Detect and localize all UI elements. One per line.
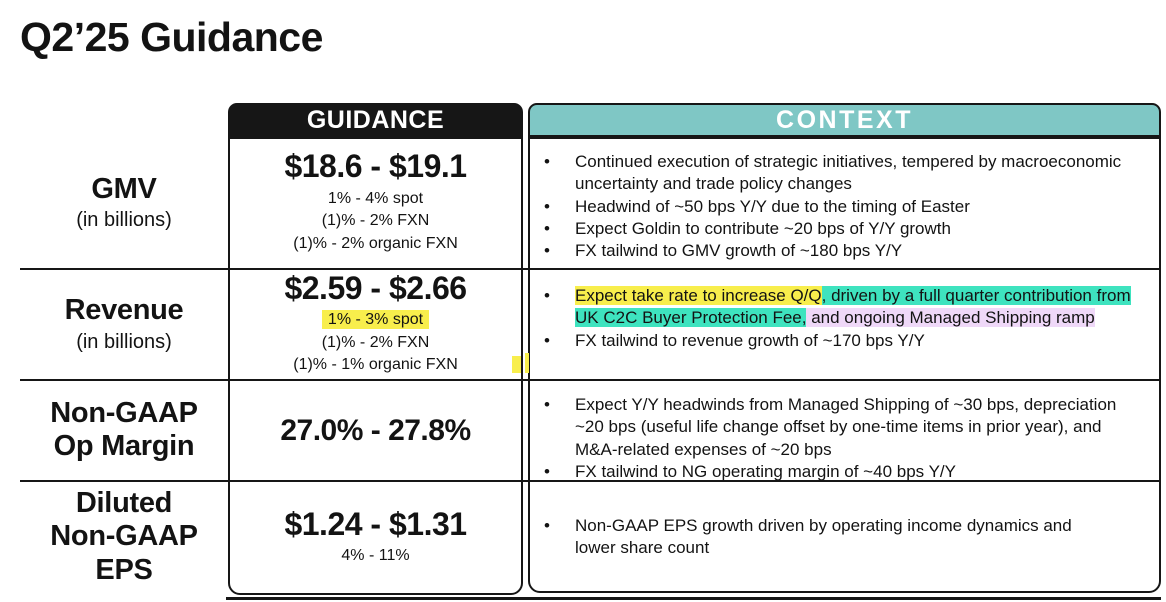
bullet-item: • Expect Goldin to contribute ~20 bps of Y/Y growth [530,218,1147,240]
bullet-item: • FX tailwind to NG operating margin of ~40 bps Y/Y [530,461,1147,483]
page-title: Q2’25 Guidance [20,14,323,60]
context-bullet-list [530,394,1147,483]
row-label-op-margin [20,382,228,478]
context-cell-op-margin [530,382,1159,481]
guidance-growth-fxn: (1)% - 2% FXN [321,333,430,351]
guidance-cell-gmv [230,139,521,266]
highlight-artifact [525,353,529,373]
row-label-unit: (in billions) [76,209,172,232]
context-cell-revenue [530,271,1159,377]
bullet-item: • Headwind of ~50 bps Y/Y due to the timing of Easter [530,196,1147,218]
guidance-range: $18.6 - $19.1 [284,148,467,185]
table-bottom-border [226,597,1161,600]
row-label-text: EPS [95,553,153,586]
guidance-cell-op-margin [230,382,521,478]
guidance-column-header: GUIDANCE [228,103,523,137]
context-bullet-list [530,285,1147,352]
guidance-range: 27.0% - 27.8% [280,413,471,447]
yellow-highlight-segment: Expect take rate to increase Q/Q [575,286,822,305]
guidance-range: $1.24 - $1.31 [284,505,467,542]
bullet-item: • FX tailwind to revenue growth of ~170 bps Y/Y [530,330,1147,352]
row-label-text: Op Margin [53,430,195,462]
context-cell-gmv [530,139,1159,266]
bullet-item: • Non-GAAP EPS growth driven by operating income dynamics and lower share count [530,515,1100,560]
guidance-growth-organic-fxn: (1)% - 1% organic FXN [293,356,458,374]
row-divider [20,379,1161,381]
guidance-growth-fxn: (1)% - 2% FXN [321,212,430,230]
guidance-range: $2.59 - $2.66 [284,269,467,306]
context-bullet-list [530,515,1147,560]
row-label-unit: (in billions) [76,330,172,353]
yellow-highlight: 1% - 3% spot [322,310,429,329]
guidance-cell-revenue [230,271,521,377]
guidance-growth-spot [293,309,458,332]
guidance-growth: 4% - 11% [341,546,410,564]
guidance-growth-spot: 1% - 4% spot [327,189,424,207]
row-label-text: Revenue [64,294,184,327]
row-label-text: GMV [91,172,157,205]
context-column-header: CONTEXT [528,103,1161,137]
row-label-text: Diluted [75,486,173,519]
bullet-item: • Expect Y/Y headwinds from Managed Shipping of ~30 bps, depreciation ~20 bps (useful life change offset by one-time items in prior year), and M&A-related expenses of ~20 bps [530,394,1147,461]
row-label-eps [20,483,228,591]
guidance-growth-organic-fxn: (1)% - 2% organic FXN [293,234,458,252]
row-divider [20,268,1161,270]
row-label-text: Non-GAAP [50,396,198,429]
lavender-highlight-segment: and ongoing Managed Shipping ramp [806,308,1095,328]
teal-highlight-segment: , driven by a full quarter contribution from UK C2C Buyer Protection Fee, [575,286,1131,328]
context-cell-eps [530,483,1159,591]
row-label-revenue [20,271,228,377]
bullet-item-highlighted [530,285,1147,330]
row-label-gmv [20,139,228,266]
bullet-item: • FX tailwind to GMV growth of ~180 bps Y/Y [530,240,1147,262]
guidance-cell-eps [230,483,521,591]
row-label-text: Non-GAAP [50,520,198,553]
bullet-item: • Continued execution of strategic initiatives, tempered by macroeconomic uncertainty and trade policy changes [530,151,1147,196]
context-bullet-list [530,151,1147,262]
